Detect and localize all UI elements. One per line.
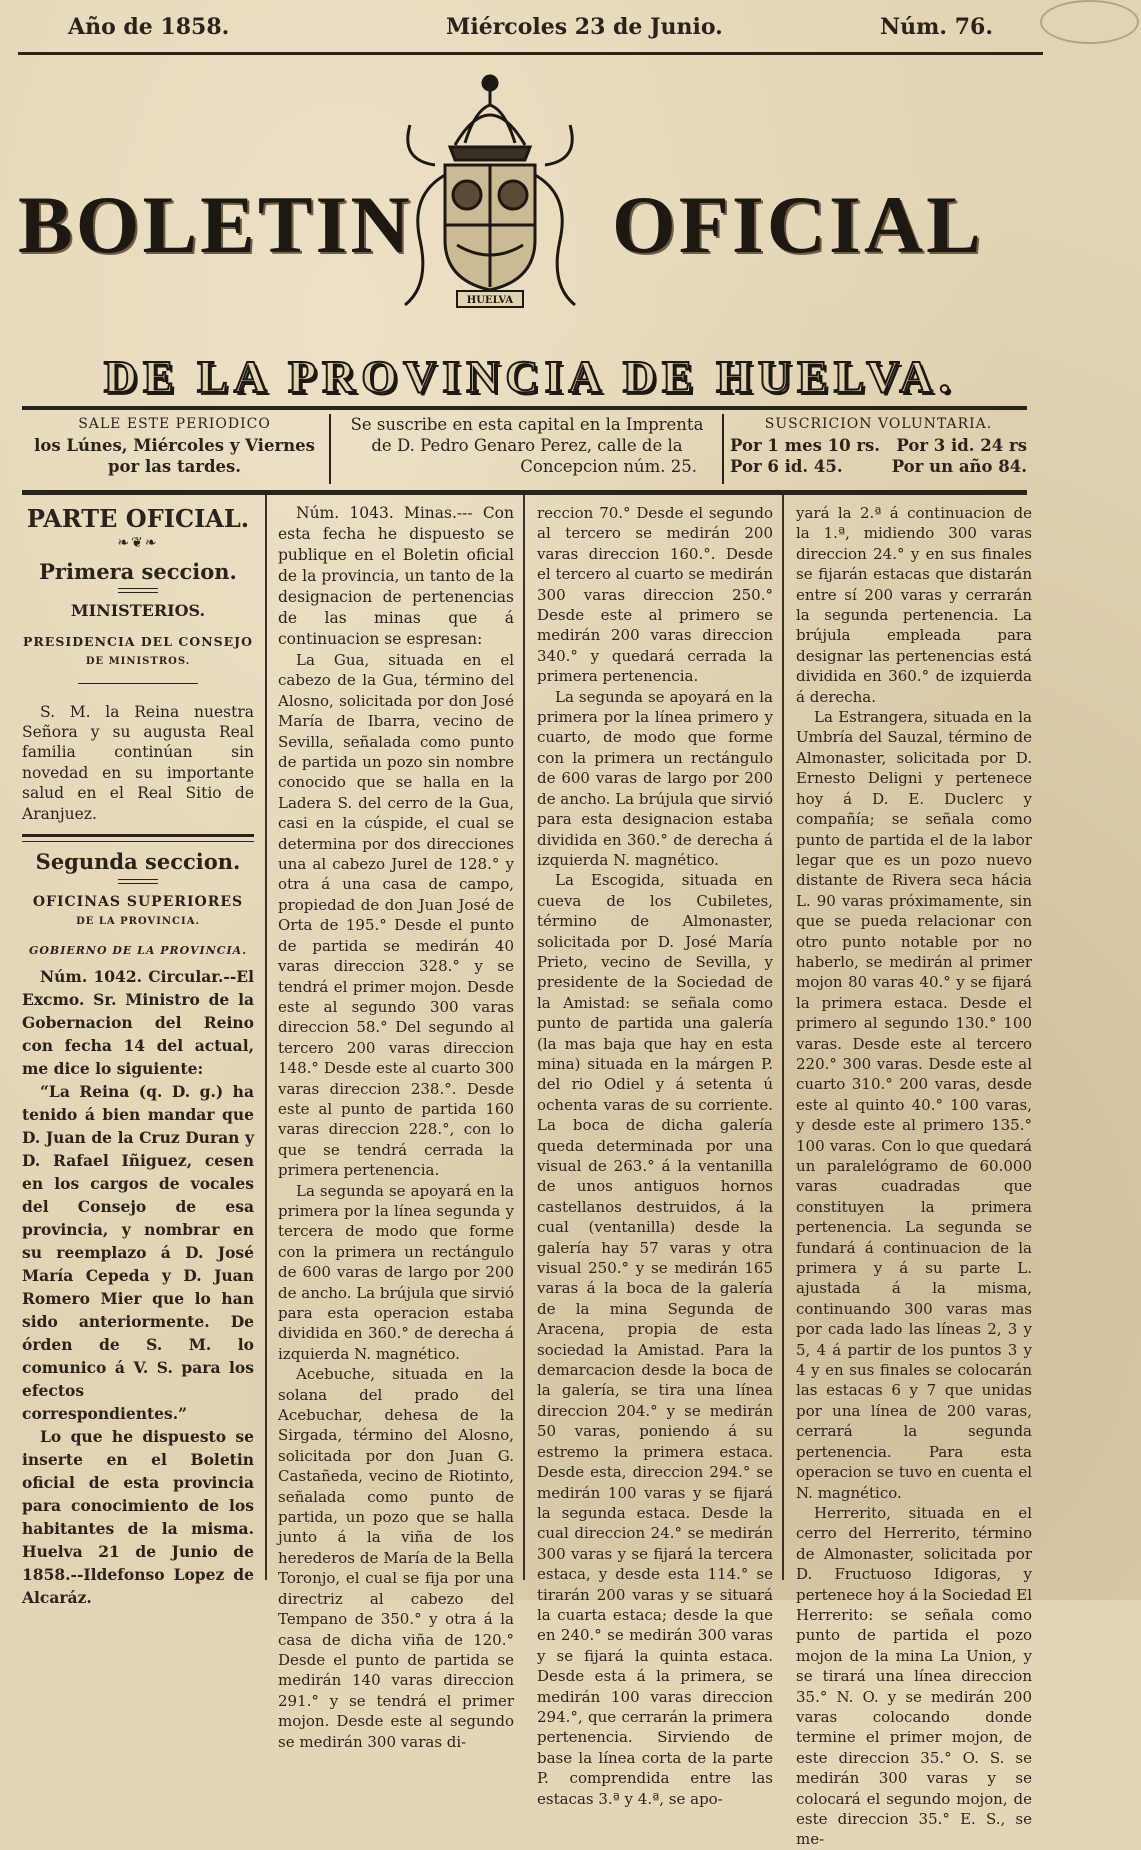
acebuche-continuation: reccion 70.° Desde el segundo al tercero se medirán 200 varas direccion 160.°. Desde el tercero al cuarto se medirán 300 varas direccion 250.° Desde este al primero se medirán 200 varas direccion 340.° y quedará cerrada la primera pertenencia. <box>537 504 773 686</box>
issue-date: Miércoles 23 de Junio. <box>446 14 723 40</box>
issue-header <box>0 14 1141 50</box>
crest-label: HUELVA <box>466 295 514 306</box>
column-divider <box>265 495 267 1580</box>
minas-1043-intro: Núm. 1043. Minas.--- Con esta fecha he dispuesto se publique en el Boletin oficial de la provincia, un tanto de la designacion de pertenencias de las minas que á continuacion se espresan: <box>278 504 514 648</box>
section-rule <box>118 879 158 884</box>
ministerios-heading: MINISTERIOS. <box>70 601 206 621</box>
header-rule <box>18 52 1043 55</box>
section-rule <box>78 683 198 684</box>
circular-1042-intro: Núm. 1042. Circular.--El Excmo. Sr. Ministro de la Gobernacion del Reino con fecha 14 del actual, me dice lo siguiente: <box>22 967 254 1079</box>
section-rule <box>118 588 158 593</box>
de-la-provincia-heading: DE LA PROVINCIA. <box>76 916 200 928</box>
column-4 <box>796 503 1032 1850</box>
masthead-boletin: BOLETIN <box>18 179 413 270</box>
column-3 <box>537 503 773 1809</box>
price-six-months: Por 6 id. 45. <box>730 457 843 476</box>
masthead-oficial: OFICIAL <box>612 179 984 270</box>
subscription-prices <box>730 414 1027 494</box>
prices-row-2 <box>730 456 1027 477</box>
presidencia-heading: PRESIDENCIA DEL CONSEJO <box>23 633 253 649</box>
circular-1042-quote: “La Reina (q. D. g.) ha tenido á bien mandar que D. Juan de la Cruz Duran y D. Rafael Iñiguez, cesen en los cargos de vocales del Consejo de esa provincia, y nombrar en su reemplazo á D. José María Cepeda y D. Juan Romero Mier que lo han sido anteriormente. De órden de S. M. lo comunico á V. S. para los efectos correspondientes.” <box>22 1082 254 1424</box>
masthead-subtitle: DE LA PROVINCIA DE HUELVA. <box>103 351 957 402</box>
price-one-year: Por un año 84. <box>891 457 1027 476</box>
subscription-line-1: Se suscribe en esta capital en la Imprenta <box>350 415 704 434</box>
subscription-line-3: Concepcion núm. 25. <box>520 457 697 476</box>
prices-title: SUSCRICION VOLUNTARIA. <box>764 416 993 432</box>
column-divider <box>782 495 784 1580</box>
section-rule <box>22 841 254 842</box>
column-1 <box>22 505 254 1609</box>
parte-oficial-heading: PARTE OFICIAL. <box>26 504 250 533</box>
mina-la-escogida: La Escogida, situada en cueva de los Cubiletes, término de Almonaster, solicitada por D. José María Prieto, vecino de Sevilla, y presidente de la Sociedad de la Amistad: se señala como punto de partida una galería (la mas baja que hay en esta mina) situada en la márgen P. del rio Odiel y á setenta ú ochenta varas de su corriente. La boca de dicha galería queda determinada por una visual de 263.° á la ventanilla de unos antiguos hornos castellanos destruidos, á la cual (ventanilla) desde la galería hay 57 varas y otra visual 250.° y se medirán 165 varas á la boca de la galería de la mina Segunda de Aracena, propia de esta sociedad la Amistad. Para la demarcacion desde la boca de la galería, se tira una línea direccion 204.° y se medirán 50 varas, poniendo á su estremo la primera estaca. Desde esta, direccion 294.° se medirán 100 varas y se fijará la segunda estaca. Desde la cual direccion 24.° se medirán 300 varas y se fijará la tercera estaca, y desde esta 114.° se tirarán 200 varas y se situará la cuarta estaca; desde la que en 240.° se medirán 300 varas y se fijará la quinta estaca. Desde esta á la primera, se medirán 100 varas direccion 294.°, que cerrarán la primera pertenencia. Sirviendo de base la línea corta de la parte P. comprendida entre las estacas 3.ª y 4.ª, se apo- <box>537 871 773 1808</box>
schedule-days: los Lúnes, Miércoles y Viernes <box>34 436 315 455</box>
band-divider <box>329 414 331 484</box>
publication-schedule <box>22 414 327 494</box>
price-three-months: Por 3 id. 24 rs <box>896 436 1027 455</box>
column-divider <box>523 495 525 1580</box>
schedule-title: SALE ESTE PERIODICO <box>78 416 271 432</box>
subscription-place <box>337 414 717 494</box>
ornament: ❧❦❧ <box>117 535 159 551</box>
royal-health-notice: S. M. la Reina nuestra Señora y su augusta Real familia continúan sin novedad en su importante salud en el Real Sitio de Aranjuez. <box>22 702 254 823</box>
subscription-line-2: de D. Pedro Genaro Perez, calle de la <box>371 436 683 455</box>
stamp-mark <box>1040 0 1139 44</box>
mina-la-gua-segunda: La segunda se apoyará en la primera por la línea segunda y tercera de modo que forme con la primera un rectángulo de 600 varas de largo por 200 de ancho. La brújula que sirvió para esta operacion estaba dividida en 360.° de derecha á izquierda N. magnético. <box>278 1181 515 1363</box>
gobierno-heading: GOBIERNO DE LA PROVINCIA. <box>28 943 248 957</box>
mina-acebuche: Acebuche, situada en la solana del prado del Acebuchar, dehesa de la Sirgada, término del Alosno, solicitada por don Juan G. Castañeda, vecino de Riotinto, señalada como punto de partida, un pozo que se halla junto á la viña de los herederos de María de la Bella Toronjo, el cual se fija por una directriz al cabezo del Tempano de 350.° y otra á la casa de dicha viña de 120.° Desde el punto de partida se medirán 140 varas direccion 291.° y se tendrá el primer mojon. Desde este al segundo se medirán 300 varas di- <box>278 1365 514 1751</box>
prices-row-1 <box>730 435 1027 456</box>
segunda-seccion-heading: Segunda seccion. <box>35 849 241 875</box>
price-one-month: Por 1 mes 10 rs. <box>730 436 881 455</box>
issue-year: Año de 1858. <box>68 14 230 40</box>
circular-1042-closing: Lo que he dispuesto se inserte en el Boletin oficial de esta provincia para conocimiento de los habitantes de la misma. Huelva 21 de Junio de 1858.--Ildefonso Lopez de Alcaráz. <box>22 1427 254 1608</box>
mina-la-gua: La Gua, situada en el cabezo de la Gua, término del Alosno, solicitada por don José María de Ibarra, vecino de Sevilla, señalada como punto de partida un pozo sin nombre conocido que se halla en la Ladera S. del cerro de la Gua, casi en la cúspide, el cual se determina por dos direcciones una al cabezo Jurel de 128.° y otra á una casa de campo, propiedad de don Juan José de Orta de 195.° Desde el punto de partida se medirán 40 varas direccion 328.° y se tendrá el primer mojon. Desde este al segundo 300 varas direccion 58.° Del segundo al tercero 200 varas direccion 148.° Desde este al cuarto 300 varas direccion 238.°. Desde este al punto de partida 160 varas direccion 228.°, con lo que se tendrá cerrada la primera pertenencia. <box>278 651 514 1180</box>
section-rule <box>22 834 254 837</box>
oficinas-heading: OFICINAS SUPERIORES <box>32 894 244 911</box>
acebuche-segunda: La segunda se apoyará en la primera por la línea primero y cuarto, de modo que forme con la primera un rectángulo de 600 varas de largo por 200 de ancho. La brújula que sirvió para esta designacion estaba dividida en 360.° de derecha á izquierda N. magnético. <box>537 687 774 869</box>
mina-herrerito: Herrerito, situada en el cerro del Herrerito, término de Almonaster, solicitada por D. Fructuoso Idigoras, y pertenece hoy á la Sociedad El Herrerito: se señala como punto de partida el pozo mojon de la mina La Union, y se tirará una línea direccion 35.° N. O. y se medirán 200 varas colocando donde termine el primer mojon, de este direccion 35.° O. S. se medirán 300 varas y se colocará el segundo mojon, de este direccion 35.° E. S., se me- <box>796 1503 1032 1849</box>
column-2 <box>278 503 514 1752</box>
mina-la-estrangera: La Estrangera, situada en la Umbría del Sauzal, término de Almonaster, solicitada por D. Ernesto Deligni y pertenece hoy á D. E. Duclerc y compañía; se señala como punto de partida el de la labor legar que es un pozo nuevo distante de Rivera seca hácia L. 90 varas próximamente, sin que se pueda relacionar con otro punto notable por no haberlo, se medirán al primer mojon 80 varas 40.° y se fijará la primera estaca. Desde el primero al segundo 130.° 100 varas. Desde este al tercero 220.° 300 varas. Desde este al cuarto 310.° 200 varas, desde este al quinto 40.° 100 varas, y desde este al primero 135.° 100 varas. Con lo que quedará un paralelógramo de 60.000 varas cuadradas que constituyen la primera pertenencia. La segunda se fundará á continuacion de la primera y á su parte L. ajustada á la misma, continuando 300 varas mas por cada lado las líneas 2, 3 y 5, 4 á partir de los puntos 3 y 4 y en sus finales se colocarán las estacas 6 y 7 que unidas por una línea de 200 varas, cerrará la segunda pertenencia. Para esta operacion se tuvo en cuenta el N. magnético. <box>796 708 1032 1502</box>
subscription-band <box>22 406 1027 495</box>
primera-seccion-heading: Primera seccion. <box>39 559 237 585</box>
band-divider <box>722 414 724 484</box>
de-ministros-heading: DE MINISTROS. <box>85 656 191 668</box>
escogida-continuation: yará la 2.ª á continuacion de la 1.ª, midiendo 300 varas direccion 24.° y en sus finales se fijarán estacas que distarán entre sí 200 varas y cerrarán la segunda pertenencia. La brújula empleada para designar las pertenencias está dividida en 360.° de izquierda á derecha. <box>796 504 1032 706</box>
coat-of-arms-icon <box>395 65 585 325</box>
schedule-time: por las tardes. <box>107 457 242 476</box>
issue-number: Núm. 76. <box>880 14 993 40</box>
